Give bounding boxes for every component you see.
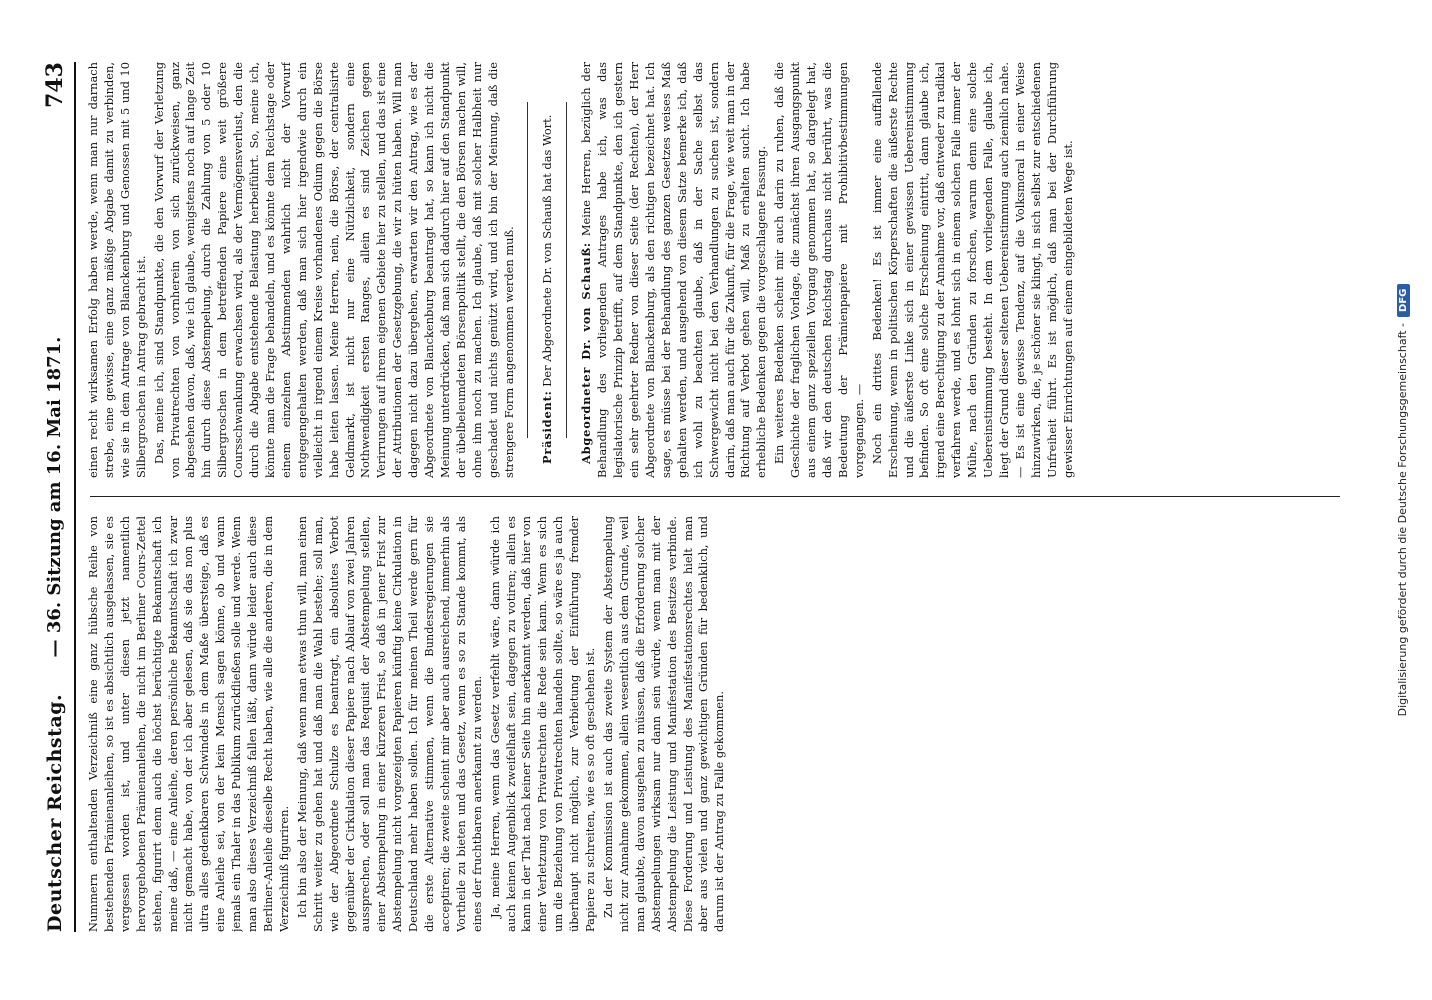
session-title: — 36. Sitzung am 16. Mai 1871. [44,336,65,658]
paragraph: Das, meine ich, sind Standpunkte, die den Vorwurf der Verletzung von Privatrechten von vornherein von sich zurückweisen, ganz abgesehen davon, daß, wie ich glaube, wenigstens noch auf lange Zeit hin durch diese Abstempelung, durch die Zahlung von 5 oder 10 Silbergroschen in dem betreffenden Papiere eine weit größere Coursschwankung erwachsen wird, als der Vermögensverlust, den die durch die Abgabe entstehende Belastung herbeiführt. So, meine ich, könnte man die Frage behandeln, und es könnte dem Reichstage oder einem einzelnen Abstimmenden wahrlich nicht der Vorwurf entgegengehalten werden, daß man sich hier irgendwie durch ein vielleicht in irgend einem Kreise vorhandenes Odium gegen die Börse habe leiten lassen. Meine Herren, nein, die Börse, der centralisirte Geldmarkt, ist nicht nur eine Nützlichkeit, sondern eine Nothwendigkeit ersten Ranges, allein es sind Zeichen gegen Verirrungen auf ihrem eigenen Gebiete hier zu stellen, und das ist eine der Attributionen der Gesetzgebung, die wir zu hüten haben. Will man dagegen nicht dazu übergehen, erwarten wir den Antrag, wie es der Abgeordnete von Blanckenburg beantragt hat, so kann ich nicht die Meinung unterdrücken, daß man sich dadurch hier auf den Standpunkt der übelbeleumdeten Börsenpolitik stellt, die den Börsen machen will, ohne ihm noch zu machen. Ich glaube, daß mit solcher Halbheit nur geschadet und nichts genützt wird, und ich bin der Meinung, daß die strengere Form angenommen werden muß. [151,62,516,478]
paragraph: Ein weiteres Bedenken scheint mir auch darin zu ruhen, daß die Geschichte der fraglichen Vorlage, die zunächst ihren Ausgangspunkt aus einem ganz speziellen Vorgang genommen hat, so dargelegt hat, daß wir den deutschen Reichstag durchaus nicht berührt, was die Bedeutung der Prämienpapiere mit Prohibitivbestimmungen vorgegangen. — [772,62,866,478]
paragraph: Noch ein drittes Bedenken! Es ist immer eine auffallende Erscheinung, wenn in politischen Körperschaften die äußerste Rechte und die äußerste Linke sich in einer gewissen Uebereinstimmung befinden. So oft eine solche Erscheinung eintritt, dann glaube ich, irgend eine Berechtigung zu der Annahme vor, daß entweder zu radikal verfahren werde, und es lohnt sich in einem solchen Falle immer der Mühe, nach den Gründen zu forschen, warum denn eine solche Uebereinstimmung besteht. In dem vorliegenden Falle, glaube ich, liegt der Grund dieser seltenen Uebereinstimmung auch ziemlich nahe. — Es ist eine gewisse Tendenz, auf die Volksmoral in einer Weise hinzuwirken, die, je schöner sie klingt, in sich selbst zur entschiedenen Unfreiheit führt. Es ist möglich, daß man bei der Durchführung gewisser Einrichtungen auf einem eingebildeten Wege ist. [869,62,1075,478]
left-column [86,516,1344,932]
speaker-paragraph [579,62,770,478]
speech-text: Meine Herren, bezüglich der Behandlung des vorliegenden Antrages habe ich, was das legislatorische Prinzip betrifft, auf dem Standpunkte, den ich gestern ein sehr geehrter Redner von dieser Seite (der Rechten), der Herr Abgeordnete von Blanckenburg, als den richtigen bezeichnet hat. Ich sage, es müsse bei der Behandlung des ganzen Gesetzes weises Maß gehalten werden, und ausgehend von diesem Satze bemerke ich, daß ich wohl zu beachten glaube, daß in der Sache selbst das Schwergewicht nicht bei den Verhandlungen zu suchen ist, sondern darin, daß man auch für die Zukunft, für die Frage, wie weit man in der Richtung auf Verbot gehen will, Maß zu erhalten sucht. Ich habe erhebliche Bedenken gegen die vorgeschlagene Fassung. [579,62,769,478]
paragraph: Zu der Kommission ist auch das zweite System der Abstempelung nicht zur Annahme gekommen, allein wesentlich aus dem Grunde, weil man glaubte, davon ausgehen zu müssen, daß die Erforderung solcher Abstempelungen wirksam nur dann sein würde, wenn man mit der Abstempelung die Leistung und Manifestation des Besitzes verbinde. Diese Forderung und Leistung des Manifestationsrechtes hielt man aber aus vielen und ganz gewichtigen Gründen für bedenklich, und darum ist der Antrag zu Falle gekommen. [601,516,727,932]
dfg-logo: DFG [1397,284,1410,317]
paragraph: Ja, meine Herren, wenn das Gesetz verfehlt wäre, dann würde ich auch keinen Augenblick zweifelhaft sein, dagegen zu votiren; allein es kann in der That nach keiner Seite hin anerkannt werden, daß hier von einer Verletzung von Privatrechten die Rede sein kann. Wenn es sich um die Beziehung von Privatrechten handeln sollte, so wäre es ja auch überhaupt nicht möglich, zur Verbietung der Einführung fremder Papiere zu schreiten, wie es so oft geschehen ist. [487,516,598,932]
paragraph: Nummern enthaltenden Verzeichniß eine ganz hübsche Reihe von bestehenden Prämienanleihen, so ist es absichtlich ausgelassen, sie es vergessen worden ist, und unter diesen jetzt namentlich hervorgehobenen Prämienanleihen, die nicht im Berliner Cours-Zettel stehen, figurirt denn auch die höchst berüchtigte Bekanntschaft ich meine daß, — eine Anleihe, deren persönliche Bekanntschaft ich zwar nicht gemacht habe, von der ich aber gelesen, daß sie das non plus ultra alles gedenkbaren Schwindels in dem Maße übersteige, daß es eine Anleihe sei, von der kein Mensch sagen könne, ob und wann jemals ein Thaler in das Publikum zurückfließen solle und werde. Wenn man also dieses Verzeichniß fallen läßt, dann würde leider auch diese Berliner-Anleihe dieselbe Recht haben, wie alle die anderen, die in dem Verzeichniß figuriren. [86,516,291,932]
paragraph: Ich bin also der Meinung, daß wenn man etwas thun will, man einen Schritt weiter zu gehen hat und daß man die Wahl bestehe; soll man, wie der Abgeordnete Schulze es beantragt, ein absolutes Verbot gegenüber der Cirkulation dieser Papiere nach Ablauf von zwei Jahren aussprechen, oder soll man das Requisit der Abstempelung stellen, einer Abstempelung in einer kürzeren Frist, so daß in jener Frist zur Abstempelung nicht vorgezeigten Papieren künftig keine Cirkulation in Deutschland mehr haben sollen. Ich für meinen Theil werde gern für die erste Alternative stimmen, wenn die Bundesregierungen sie acceptiren; die zweite scheint mir aber auch ausreichend, immerhin als Vortheile zu bieten und das Gesetz, wenn es so zu Stande kommt, als eines der fruchtbaren anerkannt zu werden. [294,516,484,932]
digitization-note [1396,30,1418,970]
page-header [40,62,76,932]
section-rule [527,102,528,438]
digitization-text: Digitalisierung gefördert durch die Deutsche Forschungsgemeinschaft - [1396,322,1409,717]
speech-text: Der Abgeordnete Dr. von Schauß hat das Wort. [540,114,555,387]
paragraph: einen recht wirksamen Erfolg haben werde, wenn man nur darnach strebe, eine gewisse, eine ganz mäßige Abgabe damit zu verbinden, wie sie in dem Antrage von Blanckenburg und Genossen mit 5 und 10 Silbergroschen in Antrag gebracht ist. [86,62,148,478]
speaker-paragraph [540,62,556,478]
publication-title: Deutscher Reichstag. [44,693,66,932]
right-column [86,62,1344,478]
speaker-name: Präsident: [540,390,555,464]
column-divider [90,496,1340,497]
page-number: 743 [42,62,68,108]
section-rule [566,102,567,438]
speaker-name: Abgeordneter Dr. von Schauß: [579,242,594,464]
